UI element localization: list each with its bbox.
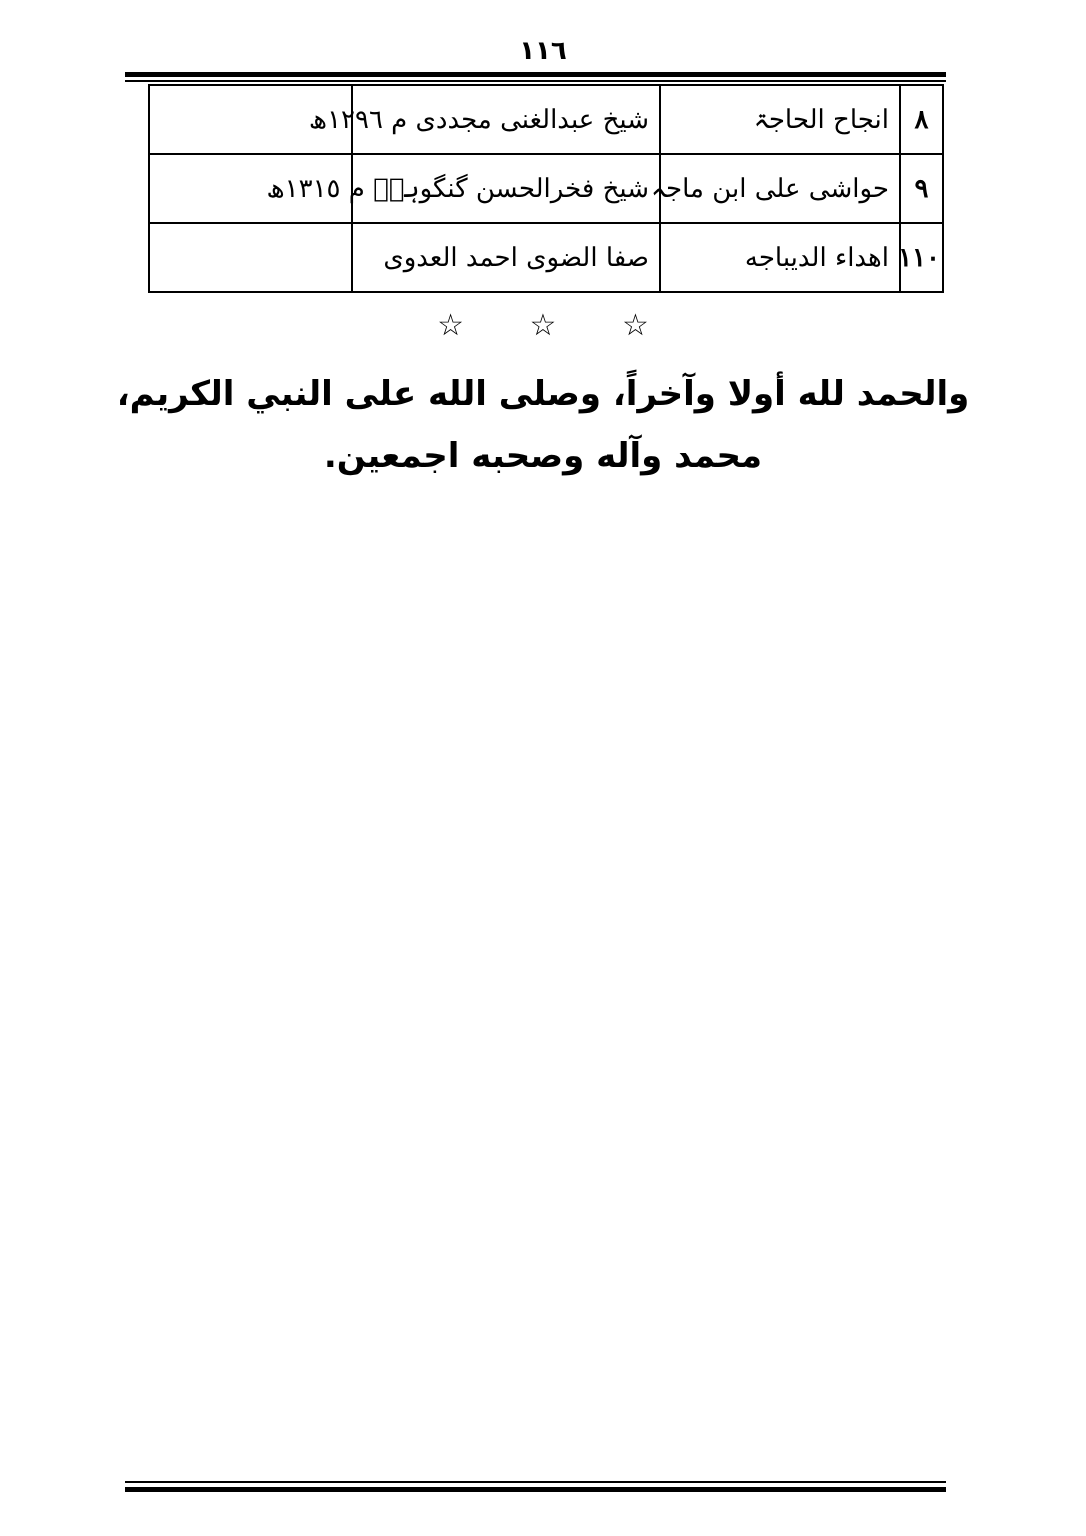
book-title: انجاح الحاجۃ — [660, 85, 900, 154]
book-author: صفا الضوى احمد العدوی — [352, 223, 660, 292]
table-row — [149, 85, 943, 154]
extra-cell — [149, 223, 352, 292]
star-separator — [0, 306, 1086, 346]
books-table — [148, 84, 944, 293]
star-icon: ☆ — [529, 308, 557, 343]
row-number: ٩ — [900, 154, 943, 223]
book-author: شیخ عبدالغنی مجددی م ١٢٩٦ھ — [352, 85, 660, 154]
star-icon: ☆ — [437, 308, 464, 343]
table-row — [149, 223, 943, 292]
table-row — [149, 154, 943, 223]
row-number: ١١٠ — [900, 223, 943, 292]
closing-line-2: محمد وآله وصحبه اجمعين. — [323, 436, 763, 476]
book-title: حواشی علی ابن ماجہ — [660, 154, 900, 223]
page-number: ١١٦ — [519, 36, 567, 66]
row-number: ٨ — [900, 85, 943, 154]
top-rule-thick — [125, 72, 946, 77]
bottom-rule-thick — [125, 1487, 946, 1492]
book-author: شیخ فخرالحسن گنگوہیؒ م ١٣١٥ھ — [352, 154, 660, 223]
book-title: اهداء الديباجه — [660, 223, 900, 292]
top-rule-thin — [125, 80, 946, 82]
bottom-rule-thin — [125, 1481, 946, 1483]
closing-line-1: والحمد لله أولا وآخراً، وصلى الله على النبي الكريم، — [116, 374, 970, 414]
star-icon: ☆ — [622, 308, 649, 343]
